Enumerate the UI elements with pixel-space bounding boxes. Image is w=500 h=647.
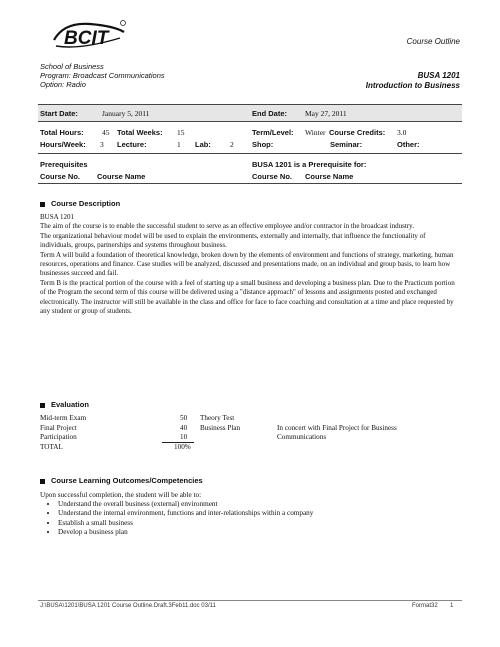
prereq-course-name-header: Course Name [97,172,146,181]
lecture-label: Lecture: [117,140,147,149]
list-item: • Establish a small business [58,519,313,528]
lab-label: Lab: [195,140,211,149]
evaluation-percent: 50 [180,414,188,422]
prereq-for-course-no-header: Course No. [252,172,293,181]
section-bullet-icon [40,202,45,207]
footer-form-code: Format32 [412,603,438,609]
description-course-code: BUSA 1201 [40,213,75,221]
evaluation-note: Theory Test [200,414,235,422]
description-paragraph: The organizational behaviour model will be used to explain the environments, externally and internally, that influence the functionality of individuals, groups, partnerships and systems throughout business. [40,231,426,250]
evaluation-percent: 10 [180,433,188,441]
evaluation-comment-line: In concert with Final Project for Business [277,424,397,432]
credits-label: Course Credits: [329,128,386,137]
logo-text: BCIT [64,28,109,49]
total-weeks-label: Total Weeks: [117,128,163,137]
credits-value: 3.0 [397,128,407,137]
divider [38,121,462,122]
footer-divider [38,600,462,601]
term-label: Term/Level: [252,128,294,137]
evaluation-heading [40,400,89,409]
section-bullet-icon [40,403,45,408]
evaluation-total-value: 100% [174,443,191,451]
hours-week-value: 3 [100,140,104,149]
description-paragraph: The aim of the course is to enable the successful student to serve as an effective employee and/or contractor in the broadcast industry. [40,222,414,231]
course-description-heading [40,199,120,208]
evaluation-comment-line: Communications [277,433,327,442]
outcomes-intro: Upon successful completion, the student will be able to: [40,491,202,499]
lecture-value: 1 [177,140,181,149]
evaluation-comment [277,424,397,442]
divider [38,183,462,184]
program-name: Program: Broadcast Communications [40,71,165,80]
divider [38,153,462,154]
evaluation-item: Participation [40,433,77,441]
description-paragraph: Term A will build a foundation of theoretical knowledge, broken down by the elements of environment and functions of strategy, marketing, human resources, operations and finance. Case studies will be analyzed, discussed and presentations made, on an individual and group basis, to learn how businesses succeed and fail. [40,250,454,278]
option-name: Option: Radio [40,80,86,89]
start-date-label: Start Date: [40,109,78,118]
total-hours-label: Total Hours: [40,128,84,137]
lab-value: 2 [230,140,234,149]
course-id-block [366,71,460,91]
hours-week-label: Hours/Week: [40,140,86,149]
course-title: Introduction to Business [365,81,460,90]
course-code: BUSA 1201 [417,71,460,80]
end-date-value: May 27, 2011 [305,109,347,118]
description-paragraph: Term B is the practical portion of the course with a feel of starting up a small business and developing a business plan. Due to the Practicum portion of the Program the second term of this course will be delivered using a "distance approach" of lessons and assignments posted and exchanged electronically. The instructor will still be available in the class and office for face to face coaching and consultation at a time and place requested by any student or group of students. [40,278,455,316]
evaluation-title: Evaluation [51,400,89,409]
school-block [40,62,165,89]
outcomes-title: Course Learning Outcomes/Competencies [51,476,203,485]
other-label: Other: [397,140,420,149]
total-weeks-value: 15 [177,128,185,137]
outcomes-heading [40,476,203,485]
outcomes-list [40,491,313,537]
prerequisites-title: Prerequisites [40,160,88,169]
prerequisite-for-title: BUSA 1201 is a Prerequisite for: [252,160,367,169]
evaluation-item: Mid-term Exam [40,414,87,422]
shop-label: Shop: [252,140,274,149]
divider [38,104,462,105]
prereq-course-no-header: Course No. [40,172,81,181]
end-date-label: End Date: [252,109,288,118]
evaluation-item: Final Project [40,423,77,432]
total-hours-value: 45 [102,128,110,137]
bcit-logo [50,18,128,52]
evaluation-total-label: TOTAL [40,443,63,451]
evaluation-note: Business Plan [200,423,241,432]
list-item: • Understand the internal environment, functions and inter-relationships within a company [58,509,313,518]
start-date-value: January 5, 2011 [102,109,150,118]
course-description-title: Course Description [51,199,121,208]
prereq-for-course-name-header: Course Name [305,172,354,181]
school-name: School of Business [40,62,104,71]
footer-file-path: J:\BUSA\1201\BUSA 1201 Course Outline.Draft.3Feb11.doc 03/11 [40,603,216,609]
course-description-body [40,213,460,316]
document-type-label: Course Outline [406,37,460,46]
page-number: 1 [450,603,454,609]
evaluation-percent: 40 [180,423,188,432]
list-item: • Understand the overall business (external) environment [58,500,313,509]
term-value: Winter [305,128,326,137]
list-item: • Develop a business plan [58,528,313,537]
section-bullet-icon [40,479,45,484]
seminar-label: Seminar: [330,140,363,149]
